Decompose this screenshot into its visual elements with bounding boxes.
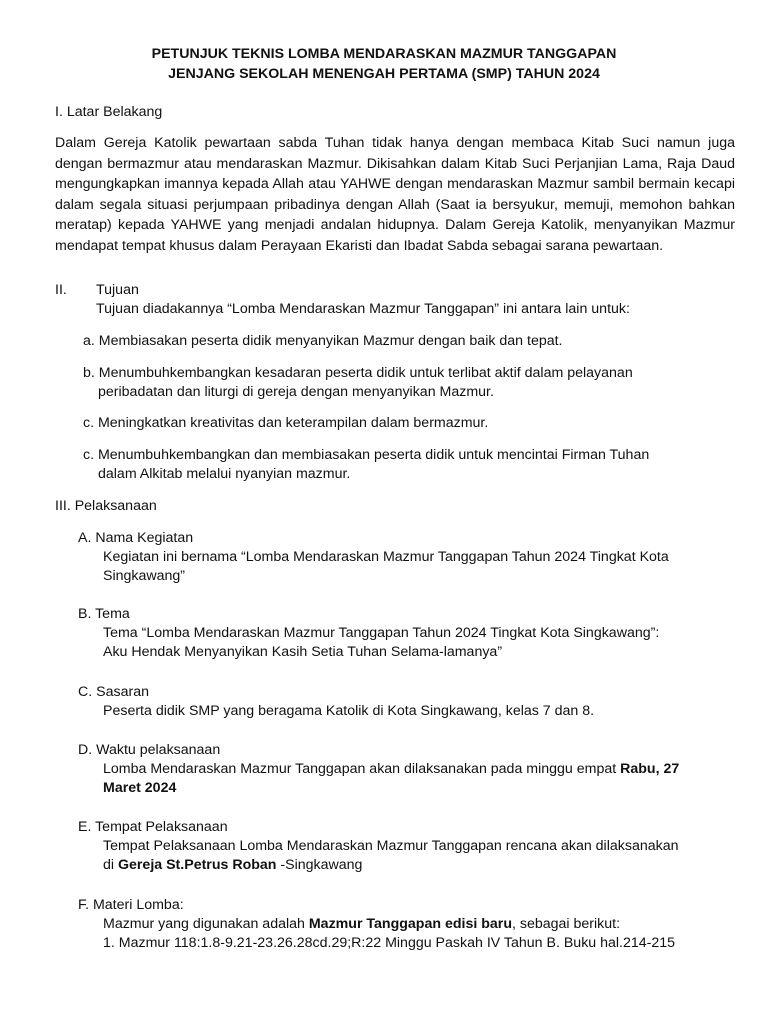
subsection-e-line2: [103, 855, 362, 876]
list-item-b-cont: peribadatan dan liturgi di gereja dengan menyanyikan Mazmur.: [98, 384, 494, 400]
subsection-e-venue: Gereja St.Petrus Roban: [117, 857, 277, 873]
section-1-paragraph: Dalam Gereja Katolik pewartaan sabda Tuhan tidak hanya dengan membaca Kitab Suci namun juga dengan bermazmur atau mendaraskan Mazmur. Dikisahkan dalam Kitab Suci Perjanjian Lama, Raja Daud mengungkapkan imannya kepada Allah atau YAHWE dengan mendaraskan Mazmur sambil bermain kecapi dalam segala situasi perjumpaan pribadinya dengan Allah (Saat ia bersyukur, memuji, memohon bahkan meratap) kepada YAHWE yang menjadi andalan hidupnya. Dalam Gereja Katolik, menyanyikan Mazmur mendapat tempat khusus dalam Perayaan Ekaristi dan Ibadat Sabda sebagai sarana pewartaan.: [55, 135, 735, 254]
section-2-intro: Tujuan diadakannya “Lomba Mendaraskan Mazmur Tanggapan” ini antara lain untuk:: [96, 301, 630, 317]
subsection-a-line2: Singkawang”: [103, 568, 186, 584]
subsection-f-item-1: 1. Mazmur 118:1.8-9.21-23.26.28cd.29;R:22 Minggu Paskah IV Tahun B. Buku hal.214-215: [103, 935, 676, 951]
subsection-e-heading: E. Tempat Pelaksanaan: [78, 819, 228, 835]
subsection-b-heading: B. Tema: [78, 606, 130, 622]
subsection-d-heading: D. Waktu pelaksanaan: [78, 742, 221, 758]
title-line-1: PETUNJUK TEKNIS LOMBA MENDARASKAN MAZMUR TANGGAPAN: [151, 46, 617, 62]
section-2-number: II.: [55, 282, 67, 298]
list-item-c2-cont: dalam Alkitab melalui nyanyian mazmur.: [98, 466, 351, 482]
document-title: [0, 44, 768, 84]
subsection-d-text: Lomba Mendaraskan Mazmur Tanggapan akan dilaksanakan pada minggu empat: [103, 761, 621, 777]
subsection-b-line2: Aku Hendak Menyanyikan Kasih Setia Tuhan Selama-lamanya”: [103, 644, 503, 660]
subsection-f-bold: Mazmur Tanggapan edisi baru: [308, 916, 512, 932]
subsection-b-line1: Tema “Lomba Mendaraskan Mazmur Tanggapan Tahun 2024 Tingkat Kota Singkawang”:: [103, 625, 660, 641]
subsection-a-line1: Kegiatan ini bernama “Lomba Mendaraskan Mazmur Tanggapan Tahun 2024 Tingkat Kota: [103, 549, 669, 565]
list-item-b: b. Menumbuhkembangkan kesadaran peserta didik untuk terlibat aktif dalam pelayanan: [83, 365, 633, 381]
subsection-f-line1: [103, 914, 620, 935]
subsection-c-line1: Peserta didik SMP yang beragama Katolik di Kota Singkawang, kelas 7 dan 8.: [103, 703, 595, 719]
section-1-heading: I. Latar Belakang: [55, 104, 163, 120]
subsection-f-pre: Mazmur yang digunakan adalah: [103, 916, 309, 932]
subsection-d-line1: [103, 759, 679, 780]
list-item-c: c. Meningkatkan kreativitas dan keterampilan dalam bermazmur.: [83, 415, 489, 431]
section-3-heading: III. Pelaksanaan: [55, 498, 157, 514]
subsection-d-date-part1: Rabu, 27: [620, 761, 680, 777]
subsection-f-heading: F. Materi Lomba:: [78, 897, 184, 913]
subsection-a-heading: A. Nama Kegiatan: [78, 530, 194, 546]
title-line-2: JENJANG SEKOLAH MENENGAH PERTAMA (SMP) TAHUN 2024: [168, 66, 600, 82]
subsection-c-heading: C. Sasaran: [78, 684, 149, 700]
subsection-d-line2: [103, 778, 176, 799]
list-item-a: a. Membiasakan peserta didik menyanyikan Mazmur dengan baik dan tepat.: [83, 333, 563, 349]
subsection-e-pre: di: [103, 857, 118, 873]
subsection-e-post: -Singkawang: [276, 857, 363, 873]
subsection-f-post: , sebagai berikut:: [511, 916, 621, 932]
list-item-c2: c. Menumbuhkembangkan dan membiasakan peserta didik untuk mencintai Firman Tuhan: [83, 447, 650, 463]
section-2-heading: Tujuan: [96, 282, 139, 298]
subsection-d-date-part2: Maret 2024: [103, 780, 177, 796]
subsection-e-line1: Tempat Pelaksanaan Lomba Mendaraskan Mazmur Tanggapan rencana akan dilaksanakan: [103, 838, 679, 854]
